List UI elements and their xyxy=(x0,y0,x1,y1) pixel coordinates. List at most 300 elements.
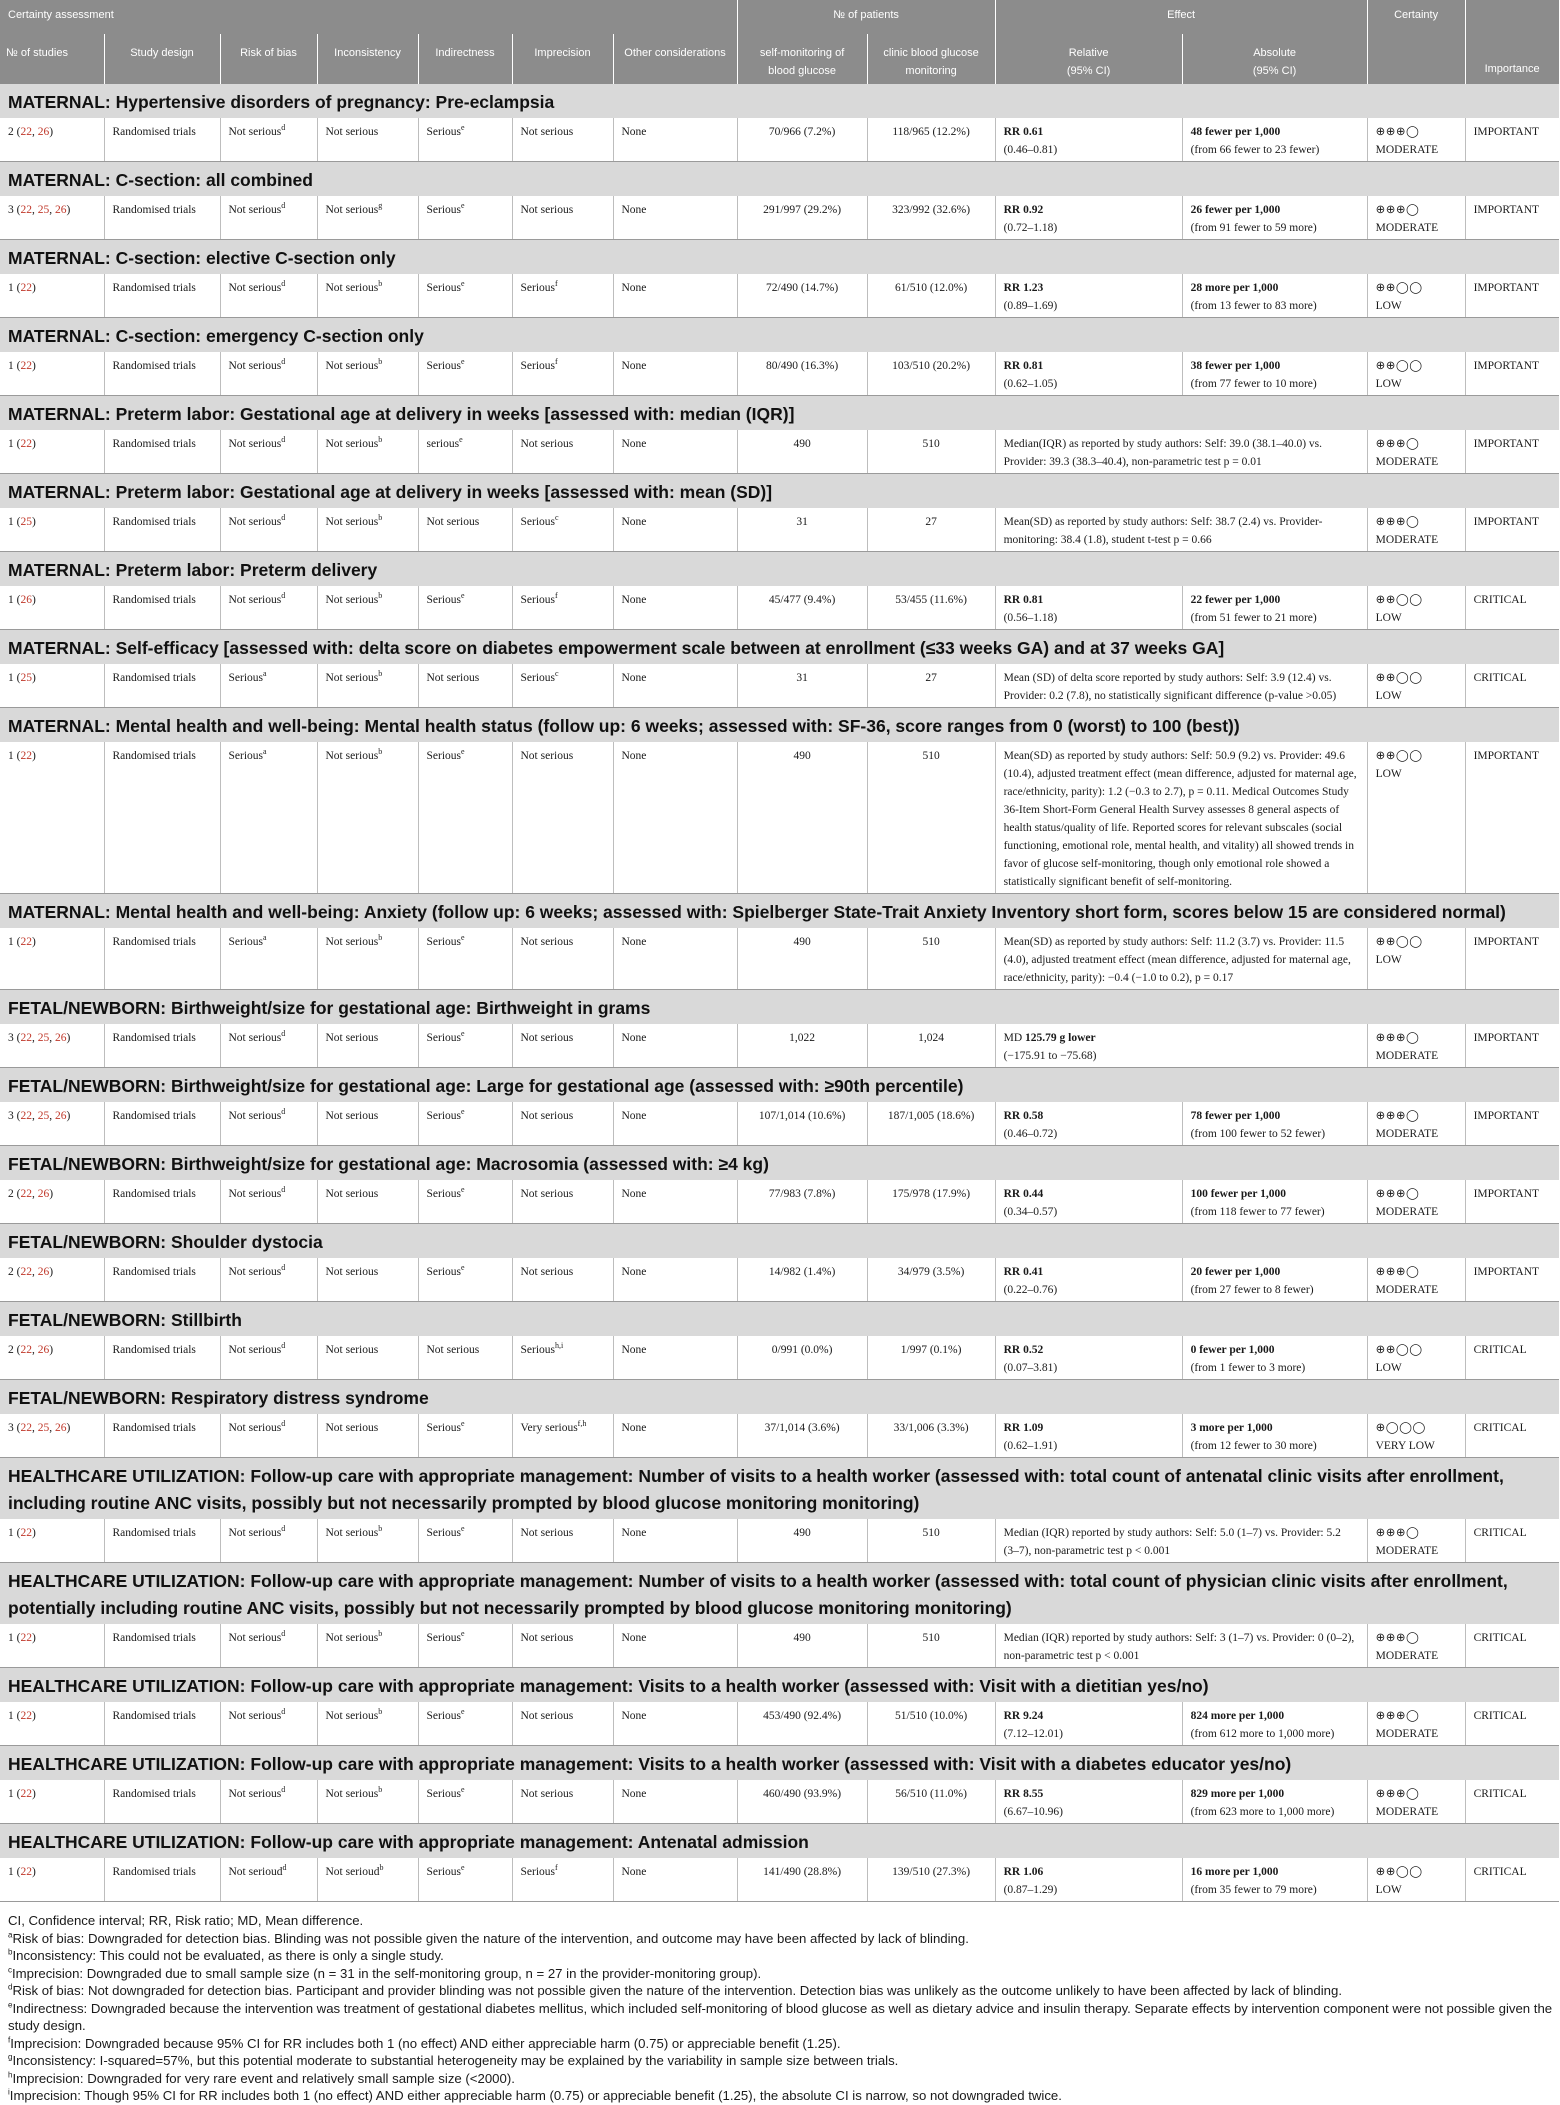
effect-description: Mean(SD) as reported by study authors: Self: 38.7 (2.4) vs. Provider-monitoring: 38.4 (1.8), student t-test p = 0.66 xyxy=(995,508,1367,552)
footnote-item: $^d$Risk of bias: Not downgraded for detection bias. Participant and provider blinding was not possible given the nature of the intervention. Detection bias was unlikely as the outcome unlikely to have been affected by lack of blinding. xyxy=(8,1982,1343,1998)
risk-of-bias: Not serious$^d$ xyxy=(220,1519,317,1563)
footnote-marker: d xyxy=(281,513,286,523)
reference-link[interactable]: 22 xyxy=(20,1344,32,1356)
footnote-marker: d xyxy=(281,435,286,445)
header-certainty-assessment: Certainty assessment xyxy=(0,0,737,34)
inconsistency: Not serious xyxy=(317,1414,418,1458)
footnote-marker: d xyxy=(281,357,286,367)
section-row xyxy=(0,1824,1559,1859)
indirectness: Serious$^e$ xyxy=(418,928,512,990)
footnote-item: $^h$Imprecision: Downgraded for very rare event and relatively small sample size (<2000). xyxy=(8,2070,515,2086)
footnote-marker: e xyxy=(461,123,465,133)
footnote-marker: f xyxy=(555,591,558,601)
certainty-symbols: ⊕⊕⊕◯ xyxy=(1375,1266,1420,1278)
table-row xyxy=(0,1180,1559,1224)
clinic-monitoring-count: 510 xyxy=(867,430,995,474)
outcome-title: FETAL/NEWBORN: Stillbirth xyxy=(0,1302,1559,1337)
self-monitoring-count: 1,022 xyxy=(737,1024,867,1068)
self-monitoring-count: 490 xyxy=(737,928,867,990)
imprecision: Not serious xyxy=(512,742,613,894)
table-row xyxy=(0,1702,1559,1746)
header-importance: Importance xyxy=(1465,0,1559,84)
clinic-monitoring-count: 33/1,006 (3.3%) xyxy=(867,1414,995,1458)
importance-rating: CRITICAL xyxy=(1465,1780,1559,1824)
certainty-rating: ⊕⊕⊕◯ MODERATE xyxy=(1367,118,1465,162)
clinic-monitoring-count: 27 xyxy=(867,508,995,552)
certainty-rating: ⊕⊕◯◯ LOW xyxy=(1367,928,1465,990)
inconsistency: Not serious xyxy=(317,1336,418,1380)
indirectness: serious$^e$ xyxy=(418,430,512,474)
footnote-marker: f xyxy=(555,1863,558,1873)
study-design: Randomised trials xyxy=(104,1858,220,1902)
risk-of-bias: Not serious$^d$ xyxy=(220,1024,317,1068)
footnote-marker: d xyxy=(281,1629,286,1639)
certainty-rating: ⊕⊕◯◯ LOW xyxy=(1367,664,1465,708)
certainty-symbols: ⊕⊕◯◯ xyxy=(1375,594,1423,606)
footnote-item: $^g$Inconsistency: I-squared=57%, but this potential moderate to substantial heterogeneity may be explained by the variability in sample size between trials. xyxy=(8,2052,899,2068)
imprecision: Not serious xyxy=(512,1624,613,1668)
table-row xyxy=(0,1414,1559,1458)
indirectness: Serious$^e$ xyxy=(418,586,512,630)
reference-link[interactable]: 22 xyxy=(20,1188,32,1200)
footnote-marker: b xyxy=(378,357,383,367)
self-monitoring-count: 0/991 (0.0%) xyxy=(737,1336,867,1380)
reference-link[interactable]: 26 xyxy=(37,1188,50,1200)
study-design: Randomised trials xyxy=(104,430,220,474)
header-certainty: Certainty xyxy=(1367,0,1465,84)
study-design: Randomised trials xyxy=(104,1180,220,1224)
clinic-monitoring-count: 1/997 (0.1%) xyxy=(867,1336,995,1380)
outcome-title: HEALTHCARE UTILIZATION: Follow-up care with appropriate management: Antenatal admission xyxy=(0,1824,1559,1859)
reference-link[interactable]: 22 xyxy=(20,1710,32,1722)
reference-link[interactable]: 22 xyxy=(20,1266,32,1278)
self-monitoring-count: 31 xyxy=(737,664,867,708)
relative-effect: RR 0.58 (0.46–0.72) xyxy=(995,1102,1182,1146)
outcome-title: MATERNAL: C-section: emergency C-section only xyxy=(0,318,1559,353)
other-considerations: None xyxy=(613,508,737,552)
footnote-marker: c xyxy=(555,513,559,523)
footnote-marker: a xyxy=(263,747,267,757)
table-header xyxy=(0,0,1559,84)
inconsistency: Not serious$^b$ xyxy=(317,664,418,708)
certainty-rating: ⊕⊕◯◯ LOW xyxy=(1367,586,1465,630)
footnote-marker: b xyxy=(378,747,383,757)
footnote-marker: e xyxy=(461,1029,465,1039)
clinic-monitoring-count: 61/510 (12.0%) xyxy=(867,274,995,318)
reference-link[interactable]: 25 xyxy=(20,516,32,528)
num-studies: 1 (22) xyxy=(0,928,104,990)
imprecision: Not serious xyxy=(512,1780,613,1824)
footnote-marker: d xyxy=(281,123,286,133)
outcome-title: MATERNAL: C-section: elective C-section only xyxy=(0,240,1559,275)
indirectness: Serious$^e$ xyxy=(418,1858,512,1902)
importance-rating: CRITICAL xyxy=(1465,1336,1559,1380)
clinic-monitoring-count: 27 xyxy=(867,664,995,708)
footnote-marker: b xyxy=(379,1863,384,1873)
effect-description: Mean(SD) as reported by study authors: Self: 11.2 (3.7) vs. Provider: 11.5 (4.0), adjusted treatment effect (mean difference, adjusted for maternal age, race/ethnicity, parity): −0.4 (−1.0 to 0.2), p = 0.17 xyxy=(995,928,1367,990)
reference-link[interactable]: 25 xyxy=(37,1110,50,1122)
footnote-list xyxy=(8,1930,1553,2105)
table-row xyxy=(0,508,1559,552)
reference-link[interactable]: 22 xyxy=(20,1110,32,1122)
importance-rating: CRITICAL xyxy=(1465,664,1559,708)
self-monitoring-count: 45/477 (9.4%) xyxy=(737,586,867,630)
relative-effect: RR 0.92 (0.72–1.18) xyxy=(995,196,1182,240)
footnote-marker: e xyxy=(461,1263,465,1273)
col-absolute: Absolute (95% CI) xyxy=(1182,34,1367,84)
importance-rating: CRITICAL xyxy=(1465,1519,1559,1563)
inconsistency: Not serious$^b$ xyxy=(317,430,418,474)
other-considerations: None xyxy=(613,928,737,990)
indirectness: Serious$^e$ xyxy=(418,352,512,396)
certainty-rating: ⊕⊕⊕◯ MODERATE xyxy=(1367,1780,1465,1824)
certainty-rating: ⊕◯◯◯ VERY LOW xyxy=(1367,1414,1465,1458)
certainty-symbols: ⊕⊕⊕◯ xyxy=(1375,1710,1420,1722)
importance-rating: CRITICAL xyxy=(1465,1624,1559,1668)
inconsistency: Not serious xyxy=(317,118,418,162)
risk-of-bias: Serious$^a$ xyxy=(220,928,317,990)
other-considerations: None xyxy=(613,1102,737,1146)
footnote-marker: h,i xyxy=(555,1341,564,1351)
footnote-label: f xyxy=(8,2035,11,2045)
section-row xyxy=(0,318,1559,353)
outcome-title: HEALTHCARE UTILIZATION: Follow-up care with appropriate management: Visits to a health worker (assessed with: Visit with a dietitian yes/no) xyxy=(0,1668,1559,1703)
importance-rating: CRITICAL xyxy=(1465,1702,1559,1746)
self-monitoring-count: 77/983 (7.8%) xyxy=(737,1180,867,1224)
footnote-label: a xyxy=(8,1930,13,1940)
footnote-marker: d xyxy=(281,1419,286,1429)
certainty-symbols: ⊕⊕◯◯ xyxy=(1375,750,1423,762)
absolute-effect: 100 fewer per 1,000 (from 118 fewer to 77 fewer) xyxy=(1182,1180,1367,1224)
footnote-marker: d xyxy=(281,1107,286,1117)
clinic-monitoring-count: 34/979 (3.5%) xyxy=(867,1258,995,1302)
table-row xyxy=(0,118,1559,162)
reference-link[interactable]: 26 xyxy=(54,1032,67,1044)
certainty-rating: ⊕⊕◯◯ LOW xyxy=(1367,742,1465,894)
imprecision: Not serious xyxy=(512,430,613,474)
inconsistency: Not serious$^b$ xyxy=(317,586,418,630)
importance-rating: IMPORTANT xyxy=(1465,1258,1559,1302)
imprecision: Serious$^c$ xyxy=(512,508,613,552)
clinic-monitoring-count: 510 xyxy=(867,1519,995,1563)
reference-link[interactable]: 22 xyxy=(20,1422,32,1434)
footnote-marker: d xyxy=(281,1029,286,1039)
study-design: Randomised trials xyxy=(104,1624,220,1668)
reference-link[interactable]: 26 xyxy=(54,1110,67,1122)
mean-difference: MD 125.79 g lower (−175.91 to −75.68) xyxy=(995,1024,1367,1068)
footnote-marker: b xyxy=(378,279,383,289)
risk-of-bias: Serious$^a$ xyxy=(220,664,317,708)
certainty-rating: ⊕⊕⊕◯ MODERATE xyxy=(1367,508,1465,552)
certainty-symbols: ⊕◯◯◯ xyxy=(1375,1422,1426,1434)
risk-of-bias: Serious$^a$ xyxy=(220,742,317,894)
clinic-monitoring-count: 53/455 (11.6%) xyxy=(867,586,995,630)
footnote-item: $^e$Indirectness: Downgraded because the intervention was treatment of gestational diabetes mellitus, which included self-monitoring of blood glucose as well as dietary advice and insulin therapy. Separate effects by intervention component were not possible given the study design. xyxy=(8,2000,1553,2033)
inconsistency: Not serious$^b$ xyxy=(317,1624,418,1668)
reference-link[interactable]: 25 xyxy=(37,204,50,216)
imprecision: Not serious xyxy=(512,1102,613,1146)
importance-rating: IMPORTANT xyxy=(1465,274,1559,318)
footnote-marker: e xyxy=(461,1107,465,1117)
inconsistency: Not serious$^b$ xyxy=(317,274,418,318)
effect-description: Median(IQR) as reported by study authors: Self: 39.0 (38.1–40.0) vs. Provider: 39.3 (38.3–40.4), non-parametric test p = 0.01 xyxy=(995,430,1367,474)
self-monitoring-count: 490 xyxy=(737,430,867,474)
imprecision: Not serious xyxy=(512,928,613,990)
footnote-marker: b xyxy=(378,1524,383,1534)
table-row xyxy=(0,352,1559,396)
footnote-marker: e xyxy=(461,747,465,757)
table-row xyxy=(0,1858,1559,1902)
reference-link[interactable]: 22 xyxy=(20,1866,32,1878)
study-design: Randomised trials xyxy=(104,1336,220,1380)
section-row xyxy=(0,1146,1559,1181)
num-studies: 1 (22) xyxy=(0,1519,104,1563)
table-row xyxy=(0,1519,1559,1563)
risk-of-bias: Not serious$^d$ xyxy=(220,430,317,474)
risk-of-bias: Not serious$^d$ xyxy=(220,352,317,396)
certainty-symbols: ⊕⊕⊕◯ xyxy=(1375,1788,1420,1800)
num-studies: 2 (22, 26) xyxy=(0,1336,104,1380)
indirectness: Not serious xyxy=(418,508,512,552)
study-design: Randomised trials xyxy=(104,1414,220,1458)
outcome-title: MATERNAL: Self-efficacy [assessed with: delta score on diabetes empowerment scale between at enrollment (≤33 weeks GA) and at 37 weeks GA] xyxy=(0,630,1559,665)
certainty-symbols: ⊕⊕◯◯ xyxy=(1375,936,1423,948)
reference-link[interactable]: 22 xyxy=(20,1632,32,1644)
table-row xyxy=(0,664,1559,708)
section-row xyxy=(0,1746,1559,1781)
other-considerations: None xyxy=(613,742,737,894)
self-monitoring-count: 490 xyxy=(737,742,867,894)
reference-link[interactable]: 22 xyxy=(20,1527,32,1539)
inconsistency: Not serious$^b$ xyxy=(317,352,418,396)
col-imprecision: Imprecision xyxy=(512,34,613,84)
reference-link[interactable]: 22 xyxy=(20,1788,32,1800)
outcome-title: FETAL/NEWBORN: Birthweight/size for gestational age: Macrosomia (assessed with: ≥4 kg) xyxy=(0,1146,1559,1181)
num-studies: 2 (22, 26) xyxy=(0,118,104,162)
col-indirectness: Indirectness xyxy=(418,34,512,84)
imprecision: Not serious xyxy=(512,1702,613,1746)
reference-link[interactable]: 22 xyxy=(20,282,32,294)
indirectness: Serious$^e$ xyxy=(418,274,512,318)
indirectness: Serious$^e$ xyxy=(418,1258,512,1302)
inconsistency: Not serious$^b$ xyxy=(317,928,418,990)
footnote-marker: a xyxy=(263,669,267,679)
risk-of-bias: Not serious$^d$ xyxy=(220,196,317,240)
footnote-marker: e xyxy=(461,1707,465,1717)
inconsistency: Not serious$^b$ xyxy=(317,1519,418,1563)
table-row xyxy=(0,1780,1559,1824)
reference-link[interactable]: 22 xyxy=(20,750,32,762)
study-design: Randomised trials xyxy=(104,1780,220,1824)
imprecision: Not serious xyxy=(512,1519,613,1563)
footnote-label: i xyxy=(8,2087,10,2097)
importance-rating: IMPORTANT xyxy=(1465,352,1559,396)
absolute-effect: 829 more per 1,000 (from 623 more to 1,000 more) xyxy=(1182,1780,1367,1824)
study-design: Randomised trials xyxy=(104,928,220,990)
inconsistency: Not serious xyxy=(317,1102,418,1146)
reference-link[interactable]: 25 xyxy=(37,1422,50,1434)
section-row xyxy=(0,1380,1559,1415)
header-num-patients: № of patients xyxy=(737,0,995,34)
certainty-symbols: ⊕⊕◯◯ xyxy=(1375,360,1423,372)
self-monitoring-count: 14/982 (1.4%) xyxy=(737,1258,867,1302)
inconsistency: Not serious$^b$ xyxy=(317,1702,418,1746)
certainty-rating: ⊕⊕◯◯ LOW xyxy=(1367,274,1465,318)
clinic-monitoring-count: 118/965 (12.2%) xyxy=(867,118,995,162)
certainty-symbols: ⊕⊕⊕◯ xyxy=(1375,126,1420,138)
risk-of-bias: Not serious$^d$ xyxy=(220,1624,317,1668)
footnote-item: $^c$Imprecision: Downgraded due to small sample size (n = 31 in the self-monitoring group, n = 27 in the provider-monitoring group). xyxy=(8,1965,762,1981)
footnote-marker: b xyxy=(378,435,383,445)
footnote-marker: d xyxy=(281,591,286,601)
reference-link[interactable]: 26 xyxy=(20,594,32,606)
imprecision: Serious$^{h,i}$ xyxy=(512,1336,613,1380)
reference-link[interactable]: 26 xyxy=(54,204,67,216)
footnote-marker: d xyxy=(282,1863,287,1873)
imprecision: Not serious xyxy=(512,1024,613,1068)
footnote-marker: b xyxy=(378,1629,383,1639)
indirectness: Serious$^e$ xyxy=(418,1180,512,1224)
clinic-monitoring-count: 1,024 xyxy=(867,1024,995,1068)
risk-of-bias: Not serious$^d$ xyxy=(220,1102,317,1146)
footnote-marker: b xyxy=(378,1707,383,1717)
other-considerations: None xyxy=(613,586,737,630)
effect-description: Median (IQR) reported by study authors: Self: 5.0 (1–7) vs. Provider: 5.2 (3–7), non-parametric test p < 0.001 xyxy=(995,1519,1367,1563)
num-studies: 3 (22, 25, 26) xyxy=(0,1102,104,1146)
risk-of-bias: Not serious$^d$ xyxy=(220,508,317,552)
certainty-rating: ⊕⊕⊕◯ MODERATE xyxy=(1367,1024,1465,1068)
other-considerations: None xyxy=(613,1180,737,1224)
col-clinic-monitoring: clinic blood glucose monitoring xyxy=(867,34,995,84)
imprecision: Not serious xyxy=(512,1258,613,1302)
study-design: Randomised trials xyxy=(104,1258,220,1302)
imprecision: Serious$^c$ xyxy=(512,664,613,708)
absolute-effect: 38 fewer per 1,000 (from 77 fewer to 10 more) xyxy=(1182,352,1367,396)
absolute-effect: 26 fewer per 1,000 (from 91 fewer to 59 more) xyxy=(1182,196,1367,240)
other-considerations: None xyxy=(613,352,737,396)
importance-rating: IMPORTANT xyxy=(1465,928,1559,990)
clinic-monitoring-count: 51/510 (10.0%) xyxy=(867,1702,995,1746)
footnote-marker: f xyxy=(555,357,558,367)
inconsistency: Not serious$^g$ xyxy=(317,196,418,240)
indirectness: Serious$^e$ xyxy=(418,196,512,240)
inconsistency: Not serious$^b$ xyxy=(317,742,418,894)
clinic-monitoring-count: 187/1,005 (18.6%) xyxy=(867,1102,995,1146)
footnote-marker: e xyxy=(461,1419,465,1429)
certainty-rating: ⊕⊕⊕◯ MODERATE xyxy=(1367,430,1465,474)
outcome-title: HEALTHCARE UTILIZATION: Follow-up care with appropriate management: Number of visits to a health worker (assessed with: total count of antenatal clinic visits after enrollment, including routine ANC visits, possibly but not necessarily prompted by blood glucose monitoring monitoring) xyxy=(0,1458,1559,1520)
self-monitoring-count: 141/490 (28.8%) xyxy=(737,1858,867,1902)
table-row xyxy=(0,1336,1559,1380)
header-effect: Effect xyxy=(995,0,1367,34)
col-self-monitoring: self-monitoring of blood glucose xyxy=(737,34,867,84)
other-considerations: None xyxy=(613,1024,737,1068)
relative-effect: RR 8.55 (6.67–10.96) xyxy=(995,1780,1182,1824)
clinic-monitoring-count: 139/510 (27.3%) xyxy=(867,1858,995,1902)
reference-link[interactable]: 26 xyxy=(37,1266,50,1278)
reference-link[interactable]: 22 xyxy=(20,126,32,138)
risk-of-bias: Not serious$^d$ xyxy=(220,1780,317,1824)
relative-effect: RR 0.52 (0.07–3.81) xyxy=(995,1336,1182,1380)
section-row xyxy=(0,630,1559,665)
reference-link[interactable]: 22 xyxy=(20,1032,32,1044)
other-considerations: None xyxy=(613,664,737,708)
footnote-label: e xyxy=(8,2000,13,2010)
reference-link[interactable]: 25 xyxy=(37,1032,50,1044)
section-row xyxy=(0,162,1559,197)
reference-link[interactable]: 26 xyxy=(37,1344,50,1356)
section-row xyxy=(0,1563,1559,1625)
absolute-effect: 78 fewer per 1,000 (from 100 fewer to 52 fewer) xyxy=(1182,1102,1367,1146)
importance-rating: IMPORTANT xyxy=(1465,196,1559,240)
imprecision: Not serious xyxy=(512,118,613,162)
footnote-marker: e xyxy=(461,591,465,601)
study-design: Randomised trials xyxy=(104,508,220,552)
reference-link[interactable]: 22 xyxy=(20,936,32,948)
reference-link[interactable]: 26 xyxy=(54,1422,67,1434)
outcome-title: HEALTHCARE UTILIZATION: Follow-up care with appropriate management: Number of visits to a health worker (assessed with: total count of physician clinic visits after enrollment, potentially including routine ANC visits, possibly but not necessarily prompted by blood glucose monitoring monitoring) xyxy=(0,1563,1559,1625)
self-monitoring-count: 291/997 (29.2%) xyxy=(737,196,867,240)
num-studies: 1 (22) xyxy=(0,1702,104,1746)
num-studies: 2 (22, 26) xyxy=(0,1180,104,1224)
reference-link[interactable]: 25 xyxy=(20,672,32,684)
indirectness: Serious$^e$ xyxy=(418,742,512,894)
reference-link[interactable]: 22 xyxy=(20,204,32,216)
other-considerations: None xyxy=(613,1858,737,1902)
risk-of-bias: Not serious$^d$ xyxy=(220,1180,317,1224)
outcome-title: HEALTHCARE UTILIZATION: Follow-up care with appropriate management: Visits to a health worker (assessed with: Visit with a diabetes educator yes/no) xyxy=(0,1746,1559,1781)
reference-link[interactable]: 26 xyxy=(37,126,50,138)
footnote-marker: b xyxy=(378,1785,383,1795)
inconsistency: Not serious xyxy=(317,1258,418,1302)
study-design: Randomised trials xyxy=(104,1024,220,1068)
table-row xyxy=(0,274,1559,318)
footnotes xyxy=(0,1902,1559,2105)
outcome-title: MATERNAL: Preterm labor: Preterm delivery xyxy=(0,552,1559,587)
footnote-marker: d xyxy=(281,201,286,211)
table-row xyxy=(0,928,1559,990)
num-studies: 2 (22, 26) xyxy=(0,1258,104,1302)
footnote-marker: e xyxy=(461,1629,465,1639)
reference-link[interactable]: 22 xyxy=(20,438,32,450)
section-row xyxy=(0,84,1559,118)
indirectness: Serious$^e$ xyxy=(418,1624,512,1668)
inconsistency: Not serious$^b$ xyxy=(317,508,418,552)
table-row xyxy=(0,196,1559,240)
certainty-symbols: ⊕⊕⊕◯ xyxy=(1375,1032,1420,1044)
footnote-label: b xyxy=(8,1947,13,1957)
outcome-title: MATERNAL: Mental health and well-being: Mental health status (follow up: 6 weeks; assessed with: SF-36, score ranges from 0 (worst) to 100 (best)) xyxy=(0,708,1559,743)
self-monitoring-count: 31 xyxy=(737,508,867,552)
effect-description: Mean(SD) as reported by study authors: Self: 50.9 (9.2) vs. Provider: 49.6 (10.4), adjusted treatment effect (mean difference, adjusted for maternal age, race/ethnicity, parity): 1.2 (−0.3 to 2.7), p = 0.11. Medical Outcomes Study 36-Item Short-Form General Health Survey assesses 8 general aspects of health status/quality of life. Reported scores for relevant subscales (social functioning, emotional role, mental health, and vitality) all showed trends in favor of glucose self-monitoring, though only emotional role showed a statistically significant benefit of self-monitoring. xyxy=(995,742,1367,894)
certainty-symbols: ⊕⊕◯◯ xyxy=(1375,1866,1423,1878)
reference-link[interactable]: 22 xyxy=(20,360,32,372)
absolute-effect: 22 fewer per 1,000 (from 51 fewer to 21 more) xyxy=(1182,586,1367,630)
clinic-monitoring-count: 510 xyxy=(867,742,995,894)
footnote-item: $^f$Imprecision: Downgraded because 95% CI for RR includes both 1 (no effect) AND either appreciable harm (0.75) or appreciable benefit (1.25). xyxy=(8,2035,841,2051)
importance-rating: CRITICAL xyxy=(1465,1858,1559,1902)
num-studies: 1 (26) xyxy=(0,586,104,630)
section-row xyxy=(0,1224,1559,1259)
footnote-marker: e xyxy=(461,1185,465,1195)
relative-effect: RR 1.09 (0.62–1.91) xyxy=(995,1414,1182,1458)
self-monitoring-count: 70/966 (7.2%) xyxy=(737,118,867,162)
study-design: Randomised trials xyxy=(104,742,220,894)
self-monitoring-count: 72/490 (14.7%) xyxy=(737,274,867,318)
relative-effect: RR 9.24 (7.12–12.01) xyxy=(995,1702,1182,1746)
other-considerations: None xyxy=(613,1780,737,1824)
footnote-marker: e xyxy=(461,201,465,211)
